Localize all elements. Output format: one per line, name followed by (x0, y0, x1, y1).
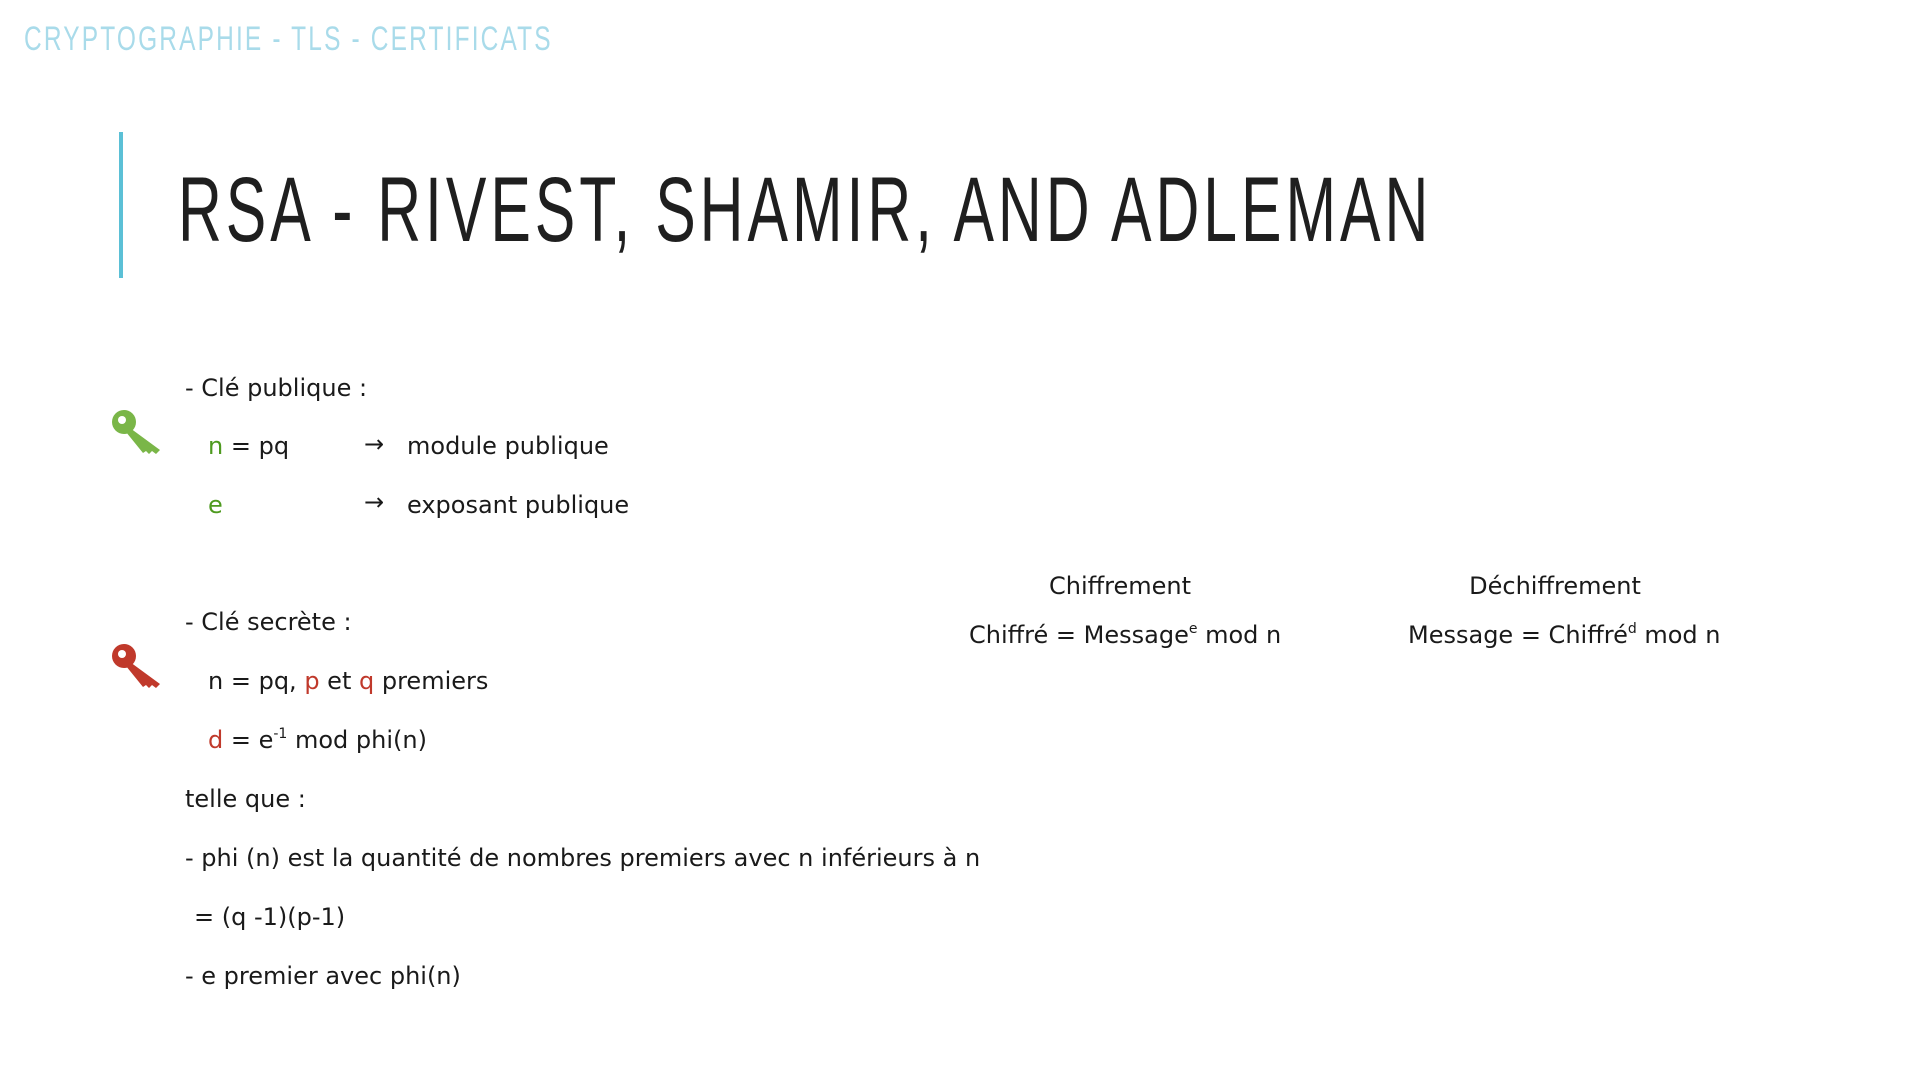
encryption-heading: Chiffrement (1048, 572, 1192, 600)
public-n-definition: n = pq (208, 432, 290, 460)
decryption-formula: Message = Chiffré$^d$ mod n (1408, 621, 1721, 649)
e-prime-condition: - e premier avec phi(n) (185, 962, 461, 990)
public-e-description: exposant publique (407, 491, 630, 519)
public-n-description: module publique (407, 432, 609, 460)
breadcrumb: CRYPTOGRAPHIE - TLS - CERTIFICATS (24, 20, 553, 58)
decryption-heading: Déchiffrement (1469, 572, 1641, 600)
public-e-variable: e (208, 491, 223, 519)
arrow-icon: → (364, 430, 385, 458)
phi-formula: = (q -1)(p-1) (194, 903, 346, 931)
public-key-heading: - Clé publique : (185, 374, 368, 402)
phi-definition: - phi (n) est la quantité de nombres premiers avec n inférieurs à n (185, 844, 981, 872)
secret-d-definition: $d = e^{-1}$ mod phi(n) (208, 726, 427, 754)
key-green-icon (110, 408, 168, 456)
secret-n-definition: n = pq, p et q premiers (208, 667, 489, 695)
arrow-icon: → (364, 488, 385, 516)
title-accent-bar (119, 132, 123, 278)
key-red-icon (110, 642, 168, 690)
conditions-intro: telle que : (185, 785, 306, 813)
secret-key-heading: - Clé secrète : (185, 608, 352, 636)
encryption-formula: Chiffré = Message$^e$ mod n (969, 621, 1282, 649)
page-title: RSA - RIVEST, SHAMIR, AND ADLEMAN (178, 159, 1433, 261)
